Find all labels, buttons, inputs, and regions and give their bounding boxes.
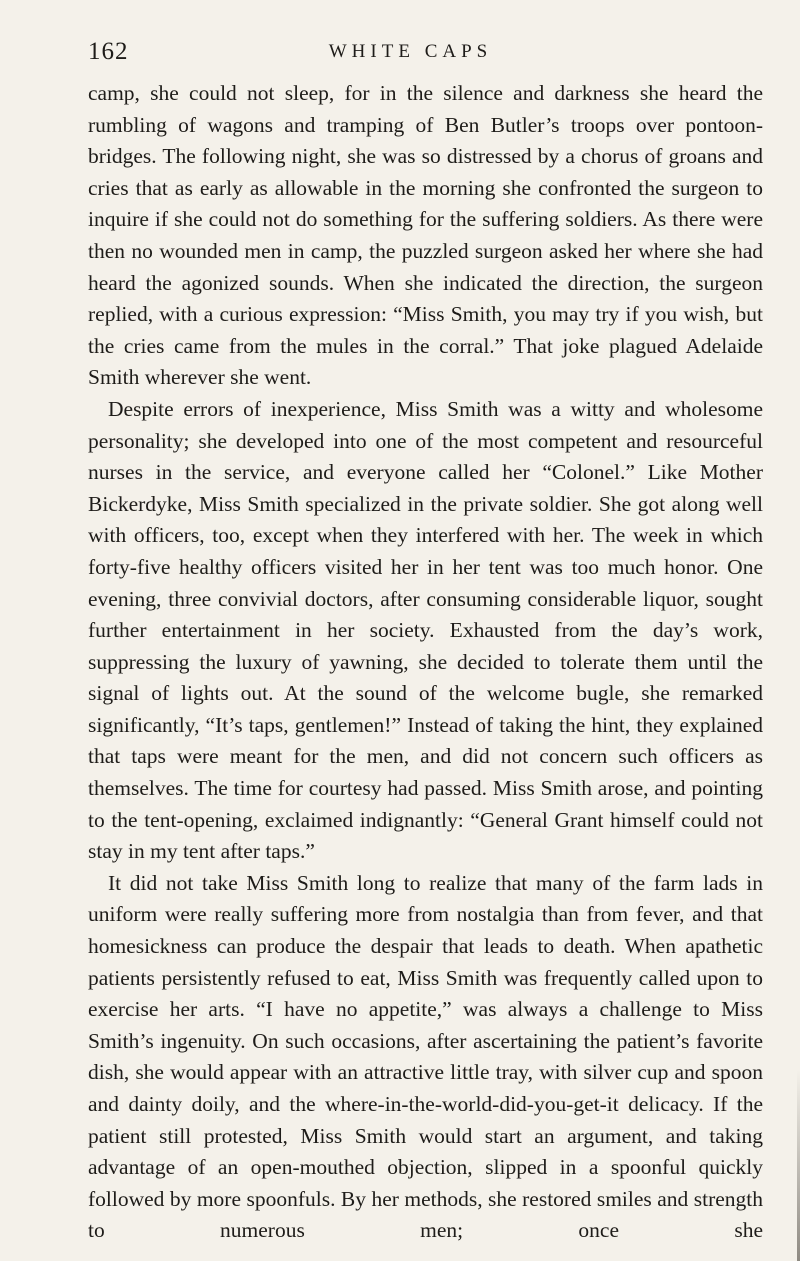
- paragraph-1: camp, she could not sleep, for in the silence and darkness she heard the rumbling of wagons and tramping of Ben Butler’s troops over pontoon-bridges. The following night, she was so distressed by a chorus of groans and cries that as early as allowable in the morning she confronted the surgeon to inquire if she could not do something for the suffering soldiers. As there were then no wounded men in camp, the puzzled surgeon asked her where she had heard the agonized sounds. When she indicated the direction, the surgeon replied, with a curious expression: “Miss Smith, you may try if you wish, but the cries came from the mules in the corral.” That joke plagued Adelaide Smith wherever she went.: [88, 81, 763, 390]
- paragraph-3: It did not take Miss Smith long to realize that many of the farm lads in uniform were really suffering more from nostalgia than from fever, and that homesickness can produce the despair that leads to death. When apathetic patients persistently refused to eat, Miss Smith was frequently called upon to exercise her arts. “I have no appetite,” was always a challenge to Miss Smith’s ingenuity. On such occasions, after ascertaining the patient’s favorite dish, she would appear with an attractive little tray, with silver cup and spoon and dainty doily, and the where-in-the-world-did-you-get-it delicacy. If the patient still protested, Miss Smith would start an argument, and taking advantage of an open-mouthed objection, slipped in a spoonful quickly followed by more spoonfuls. By her methods, she restored smiles and strength to numerous men; once she: [88, 870, 763, 1243]
- running-head: WHITE CAPS: [328, 41, 493, 62]
- paragraph-2: Despite errors of inexperience, Miss Smith was a witty and wholesome personality; she developed into one of the most competent and resourceful nurses in the service, and everyone called her “Colonel.” Like Mother Bickerdyke, Miss Smith specialized in the private soldier. She got along well with officers, too, except when they interfered with her. The week in which forty-five healthy officers visited her in her tent was too much honor. One evening, three convivial doctors, after consuming considerable liquor, sought further entertainment in her society. Exhausted from the day’s work, suppressing the luxury of yawning, she decided to tolerate them until the signal of lights out. At the sound of the welcome bugle, she remarked significantly, “It’s taps, gentlemen!” Instead of taking the hint, they explained that taps were meant for the men, and did not concern such officers as themselves. The time for courtesy had passed. Miss Smith arose, and pointing to the tent-opening, exclaimed indignantly: “General Grant himself could not stay in my tent after taps.”: [88, 396, 763, 864]
- page-header: [88, 38, 728, 78]
- page-body: [88, 78, 763, 1247]
- page-number: 162: [88, 38, 129, 65]
